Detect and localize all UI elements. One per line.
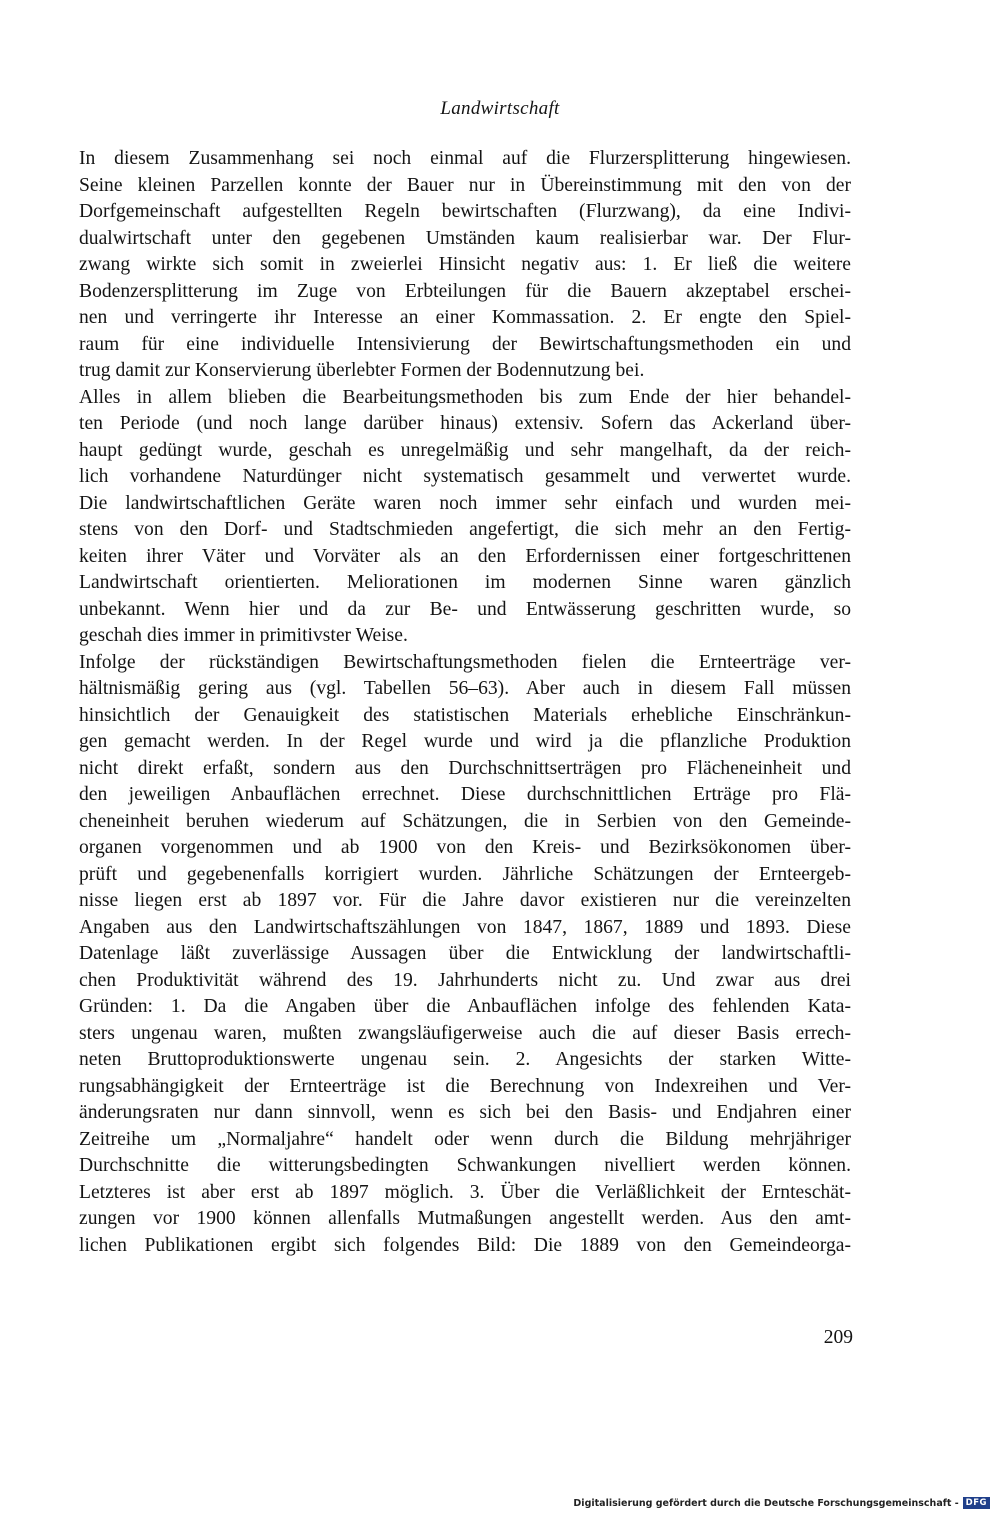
text-line: haupt gedüngt wurde, geschah es unregelmäßig und sehr mangelhaft, da der reich- — [79, 439, 851, 461]
text-line: Gründen: 1. Da die Angaben über die Anbauflächen infolge des fehlenden Kata- — [79, 996, 851, 1017]
text-line: stens von den Dorf- und Stadtschmieden angefertigt, die sich mehr an den Fertig- — [79, 519, 851, 540]
page-number: 209 — [823, 1327, 853, 1348]
text-line: Angaben aus den Landwirtschaftszählungen von 1847, 1867, 1889 und 1893. Diese — [79, 916, 851, 938]
text-line: In diesem Zusammenhang sei noch einmal auf die Flurzersplitterung hingewiesen. — [79, 148, 851, 169]
text-line: nisse liegen erst ab 1897 vor. Für die Jahre davor existieren nur die vereinzelten — [79, 890, 851, 911]
text-line: Durchschnitte die witterungsbedingten Schwankungen nivelliert werden können. — [79, 1155, 851, 1176]
text-line: Die landwirtschaftlichen Geräte waren noch immer sehr einfach und wurden mei- — [79, 492, 851, 514]
running-head-title: Landwirtschaft — [440, 98, 560, 119]
text-line: Datenlage läßt zuverlässige Aussagen über die Entwicklung der landwirtschaftli- — [79, 943, 851, 964]
text-line: sters ungenau waren, mußten zwangsläufigerweise auch die auf dieser Basis errech- — [79, 1022, 851, 1044]
text-line: chen Produktivität während des 19. Jahrhunderts nicht zu. Und zwar aus drei — [79, 969, 851, 991]
text-line: Alles in allem blieben die Bearbeitungsmethoden bis zum Ende der hier behandel- — [79, 386, 851, 408]
text-line: lichen Publikationen ergibt sich folgendes Bild: Die 1889 von den Gemeindeorga- — [79, 1234, 851, 1256]
text-line: Landwirtschaft orientierten. Meliorationen im modernen Sinne waren gänzlich — [79, 572, 851, 593]
text-line: nicht direkt erfaßt, sondern aus den Durchschnittserträgen pro Flächeneinheit und — [79, 757, 851, 779]
text-line: organen vorgenommen und ab 1900 von den Kreis- und Bezirksökonomen über- — [79, 837, 851, 858]
text-line: nen und verringerte ihr Interesse an einer Kommassation. 2. Er engte den Spiel- — [79, 307, 851, 328]
text-line: lich vorhandene Naturdünger nicht systematisch gesammelt und verwertet wurde. — [79, 466, 851, 487]
text-line: neten Bruttoproduktionswerte ungenau sein. 2. Angesichts der starken Witte- — [79, 1049, 851, 1070]
text-line: Seine kleinen Parzellen konnte der Bauer nur in Übereinstimmung mit den von der — [79, 174, 851, 196]
body-text — [79, 146, 851, 1259]
text-line: keiten ihrer Väter und Vorväter als an den Erfordernissen einer fortgeschrittenen — [79, 545, 851, 567]
text-line: geschah dies immer in primitivster Weise. — [79, 625, 408, 646]
text-line: änderungsraten nur dann sinnvoll, wenn es sich bei den Basis- und Endjahren einer — [79, 1102, 851, 1123]
text-line: gen gemacht werden. In der Regel wurde und wird ja die pflanzliche Produktion — [79, 731, 851, 752]
text-line: ten Periode (und noch lange darüber hinaus) extensiv. Sofern das Ackerland über- — [79, 413, 851, 434]
text-line: Zeitreihe um „Normaljahre“ handelt oder wenn durch die Bildung mehrjähriger — [79, 1128, 851, 1150]
text-line: prüft und gegebenenfalls korrigiert wurden. Jährliche Schätzungen der Ernteergeb- — [79, 863, 851, 885]
text-line: raum für eine individuelle Intensivierung der Bewirtschaftungsmethoden ein und — [79, 333, 851, 355]
text-line: unbekannt. Wenn hier und da zur Be- und Entwässerung geschritten wurde, so — [79, 598, 851, 620]
digitization-footer — [573, 1497, 990, 1509]
text-line: Dorfgemeinschaft aufgestellten Regeln bewirtschaften (Flurzwang), da eine Indivi- — [79, 201, 851, 222]
text-line: hinsichtlich der Genauigkeit des statistischen Materials erhebliche Einschränkun- — [79, 704, 851, 726]
text-line: cheneinheit beruhen wiederum auf Schätzungen, die in Serbien von den Gemeinde- — [79, 810, 851, 832]
text-line: Infolge der rückständigen Bewirtschaftungsmethoden fielen die Ernteerträge ver- — [79, 651, 851, 673]
text-line: trug damit zur Konservierung überlebter Formen der Bodennutzung bei. — [79, 360, 645, 381]
text-line: Letzteres ist aber erst ab 1897 möglich. 3. Über die Verläßlichkeit der Ernteschät- — [79, 1181, 851, 1203]
text-line: hältnismäßig gering aus (vgl. Tabellen 56–63). Aber auch in diesem Fall müssen — [79, 678, 851, 699]
digitization-note: Digitalisierung gefördert durch die Deutsche Forschungsgemeinschaft - — [573, 1497, 959, 1509]
text-line: Bodenzersplitterung im Zuge von Erbteilungen für die Bauern akzeptabel erschei- — [79, 280, 851, 302]
text-line: dualwirtschaft unter den gegebenen Umständen kaum realisierbar war. Der Flur- — [79, 227, 851, 249]
text-line: rungsabhängigkeit der Ernteerträge ist die Berechnung von Indexreihen und Ver- — [79, 1075, 851, 1097]
text-line: zwang wirkte sich somit in zweierlei Hinsicht negativ aus: 1. Er ließ die weitere — [79, 254, 851, 275]
text-line: den jeweiligen Anbauflächen errechnet. Diese durchschnittlichen Erträge pro Flä- — [79, 784, 851, 805]
dfg-logo: DFG — [963, 1497, 990, 1509]
text-line: zungen vor 1900 können allenfalls Mutmaßungen angestellt werden. Aus den amt- — [79, 1208, 851, 1229]
